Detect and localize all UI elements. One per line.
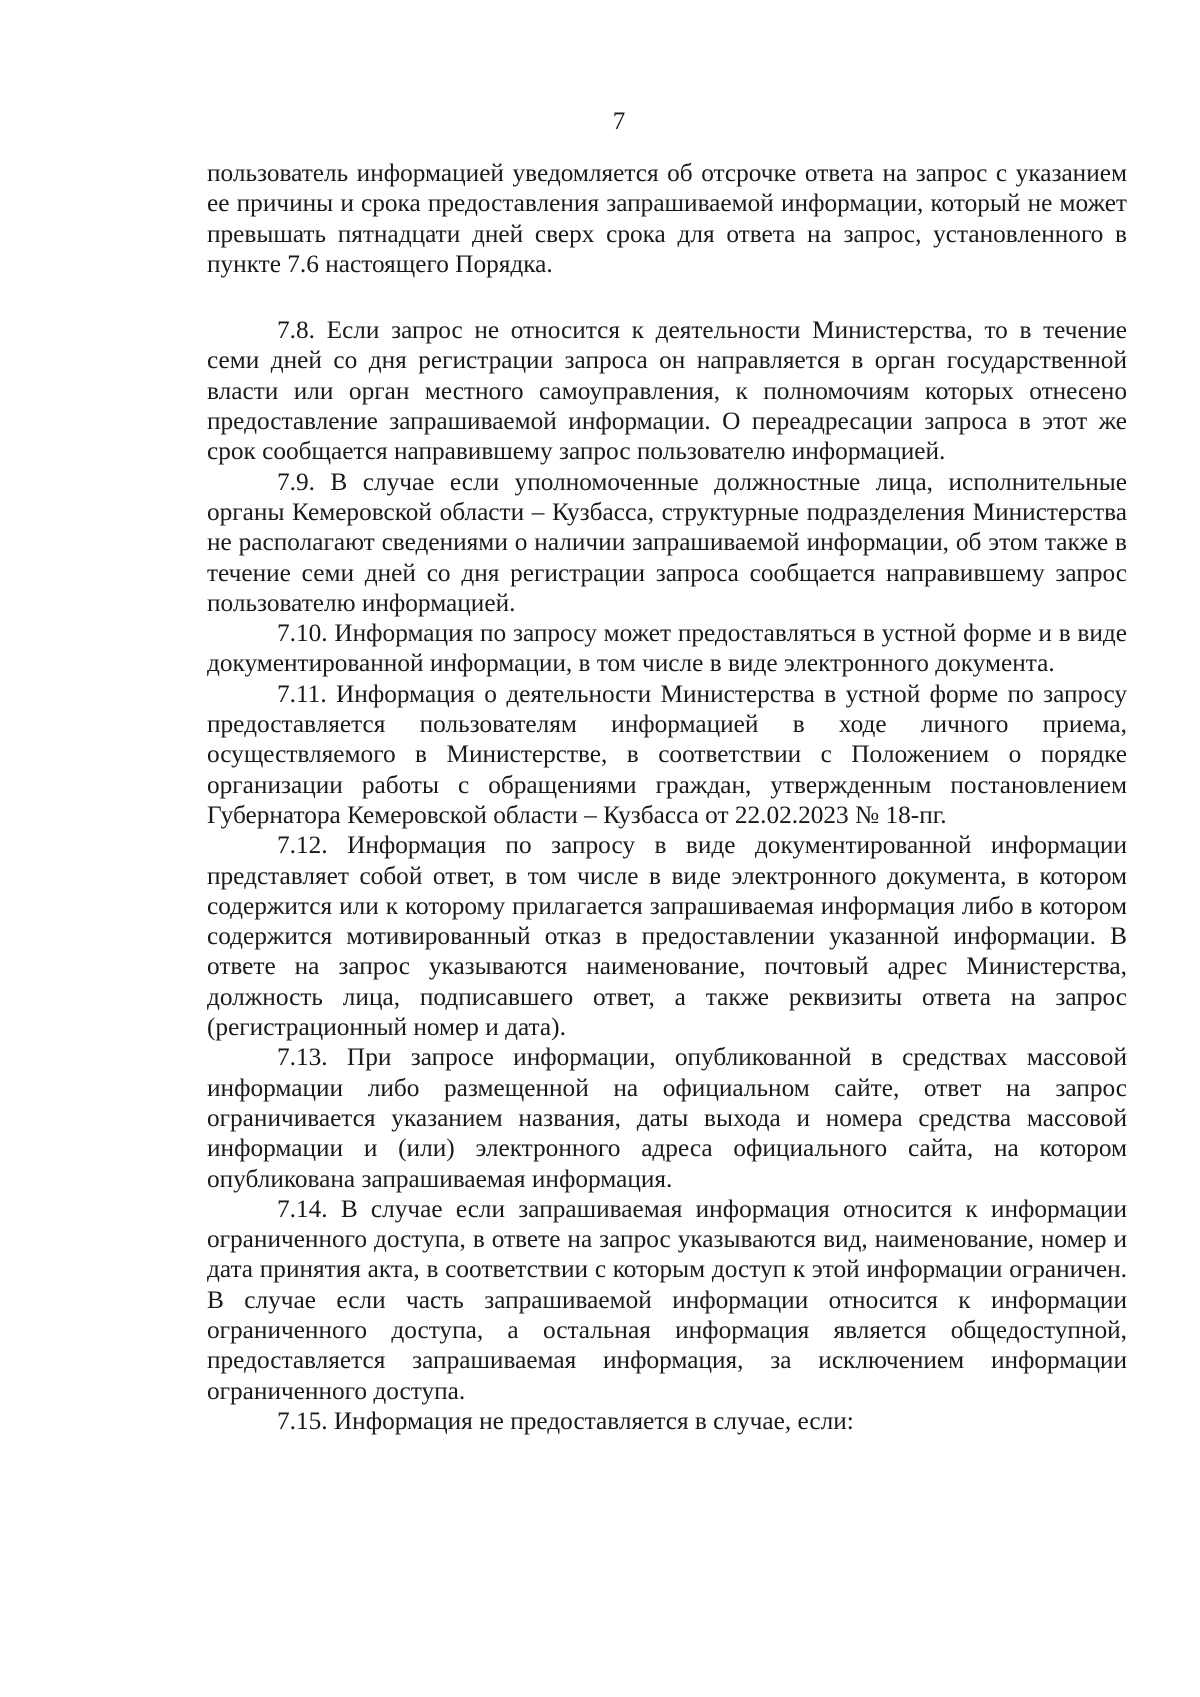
paragraph-7-14: 7.14. В случае если запрашиваемая информация относится к информации ограниченного доступа, в ответе на запрос указываются вид, наименование, номер и дата принятия акта, в соответствии с которым доступ к этой информации ограничен. В случае если часть запрашиваемой информации относится к информации ограниченного доступа, а остальная информация является общедоступной, предоставляется запрашиваемая информация, за исключением информации ограниченного доступа. [207, 1194, 1127, 1405]
paragraph-7-10: 7.10. Информация по запросу может предоставляться в устной форме и в виде документированной информации, в том числе в виде электронного документа. [207, 619, 1127, 678]
paragraph-7-8: 7.8. Если запрос не относится к деятельности Министерства, то в течение семи дней со дня регистрации запроса он направляется в орган государственной власти или орган местного самоуправления, к полномочиям которых отнесено предоставление запрашиваемой информации. О переадресации запроса в этот же срок сообщается направившему запрос пользователю информацией. [207, 316, 1127, 466]
paragraph-7-11: 7.11. Информация о деятельности Министерства в устной форме по запросу предоставляется пользователям информацией в ходе личного приема, осуществляемого в Министерстве, в соответствии с Положением о порядке организации работы с обращениями граждан, утвержденным постановлением Губернатора Кемеровской области – Кузбасса от 22.02.2023 № 18-пг. [207, 679, 1127, 829]
paragraph-gap [207, 279, 1127, 315]
paragraph-7-9: 7.9. В случае если уполномоченные должностные лица, исполнительные органы Кемеровской области – Кузбасса, структурные подразделения Министерства не располагают сведениями о наличии запрашиваемой информации, об этом также в течение семи дней со дня регистрации запроса сообщается направившему запрос пользователю информацией. [207, 467, 1127, 617]
paragraph-continuation: пользователь информацией уведомляется об отсрочке ответа на запрос с указанием ее причины и срока предоставления запрашиваемой информации, который не может превышать пятнадцати дней сверх срока для ответа на запрос, установленного в пункте 7.6 настоящего Порядка. [207, 159, 1127, 278]
paragraph-7-12: 7.12. Информация по запросу в виде документированной информации представляет собой ответ, в том числе в виде электронного документа, в котором содержится или к которому прилагается запрашиваемая информация либо в котором содержится мотивированный отказ в предоставлении указанной информации. В ответе на запрос указываются наименование, почтовый адрес Министерства, должность лица, подписавшего ответ, а также реквизиты ответа на запрос (регистрационный номер и дата). [207, 831, 1127, 1042]
page-number: 7 [612, 108, 626, 135]
paragraph-7-15: 7.15. Информация не предоставляется в случае, если: [277, 1406, 854, 1435]
document-body [207, 158, 1127, 1436]
paragraph-7-13: 7.13. При запросе информации, опубликованной в средствах массовой информации либо размещенной на официальном сайте, ответ на запрос ограничивается указанием названия, даты выхода и номера средства массовой информации и (или) электронного адреса официального сайта, на котором опубликована запрашиваемая информация. [207, 1043, 1127, 1193]
